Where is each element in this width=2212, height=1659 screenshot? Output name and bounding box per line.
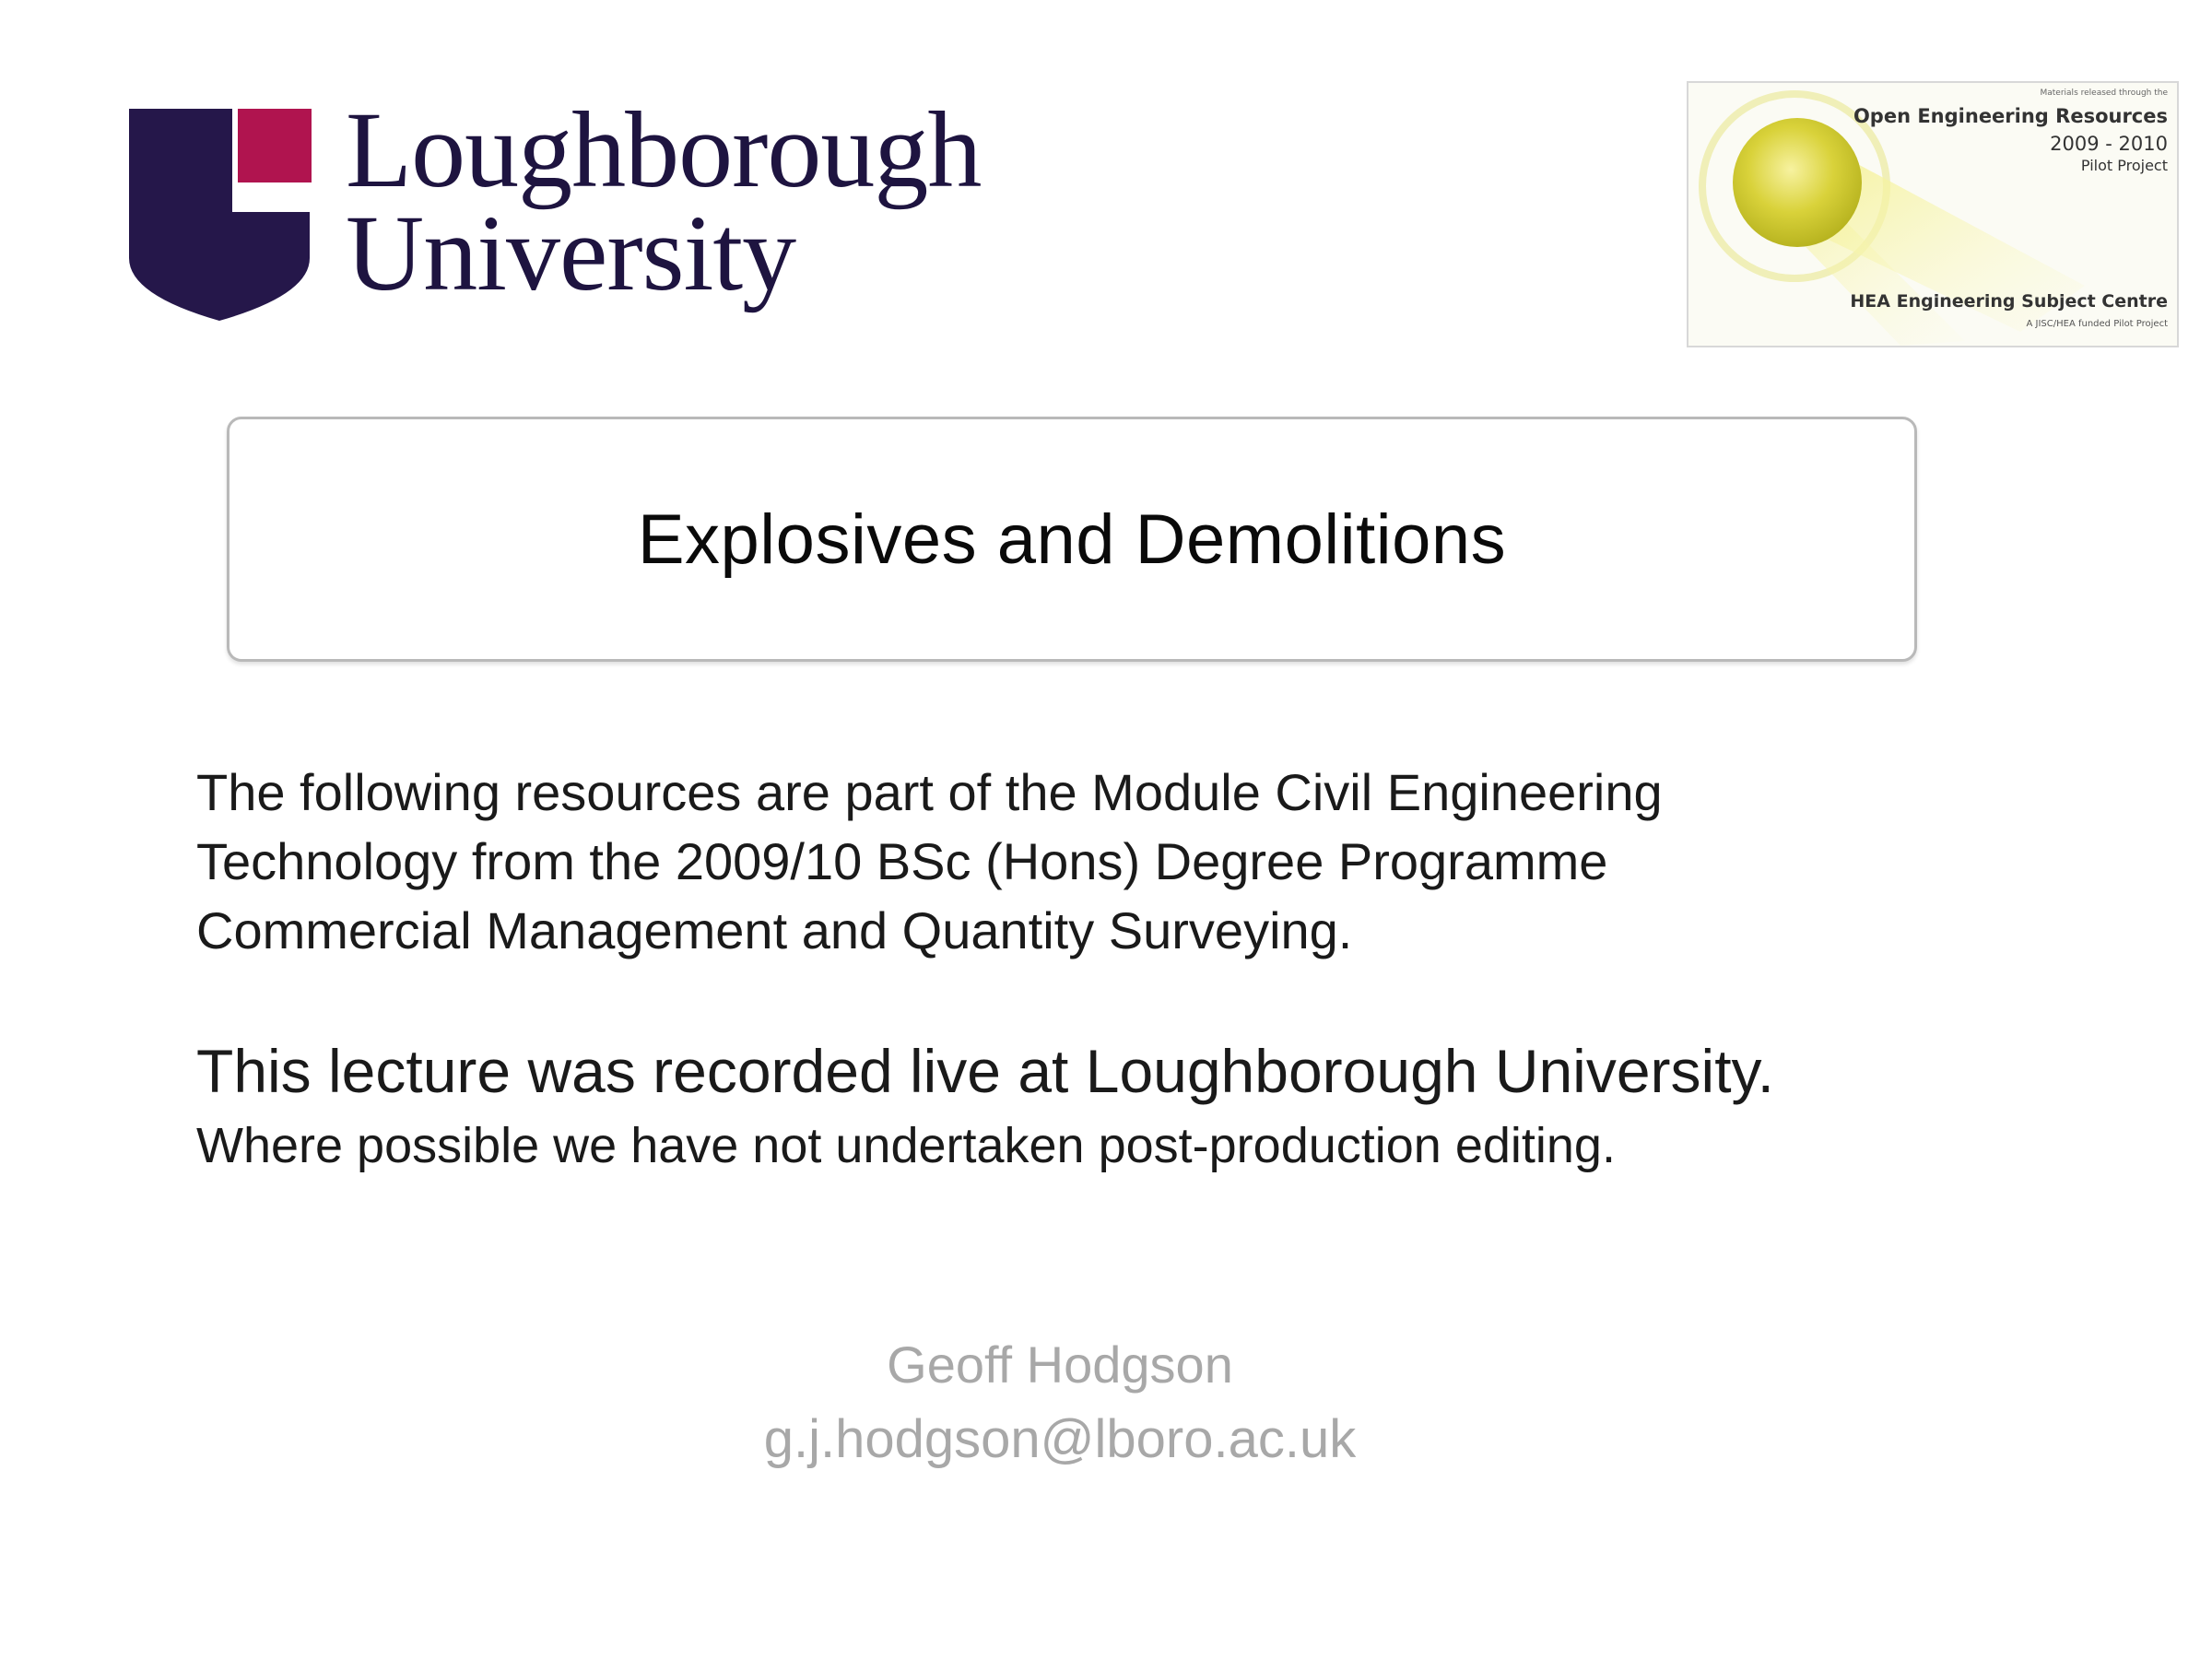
editing-notice: Where possible we have not undertaken post-production editing. <box>196 1118 1616 1173</box>
intro-line: Commercial Management and Quantity Surveying. <box>196 901 1353 959</box>
author-name: Geoff Hodgson <box>887 1335 1233 1394</box>
intro-line: The following resources are part of the Module Civil Engineering <box>196 763 1663 821</box>
badge-project: Pilot Project <box>2080 157 2168 174</box>
badge-centre: HEA Engineering Subject Centre <box>1850 291 2168 312</box>
wordmark-line-1: Loughborough <box>346 89 982 210</box>
badge-funding: A JISC/HEA funded Pilot Project <box>2026 319 2168 329</box>
badge-note: Materials released through the <box>2040 88 2168 98</box>
university-logo <box>129 89 1106 332</box>
oer-badge <box>1687 81 2179 347</box>
intro-line: Technology from the 2009/10 BSc (Hons) Degree Programme <box>196 832 1608 890</box>
recorded-notice: This lecture was recorded live at Loughborough University. <box>196 1037 1774 1105</box>
university-wordmark <box>346 89 982 313</box>
intro-paragraph <box>196 758 2040 965</box>
shield-icon <box>129 101 313 323</box>
title-box <box>227 417 1917 662</box>
author-email[interactable]: g.j.hodgson@lboro.ac.uk <box>763 1409 1357 1469</box>
wordmark-line-2: University <box>346 193 796 313</box>
slide-title: Explosives and Demolitions <box>637 500 1507 579</box>
badge-years: 2009 - 2010 <box>2050 133 2168 155</box>
badge-heading: Open Engineering Resources <box>1853 105 2168 127</box>
